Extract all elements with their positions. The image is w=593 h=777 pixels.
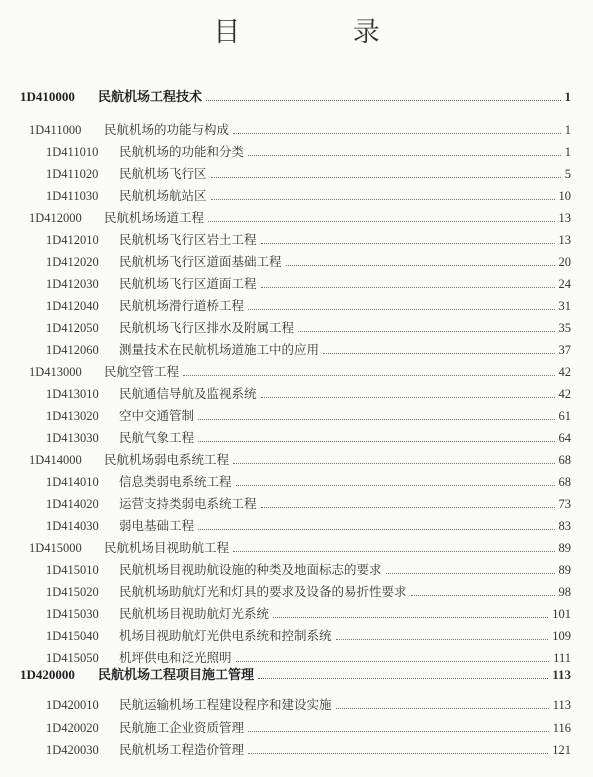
toc-entry[interactable] bbox=[46, 470, 571, 490]
toc-entry-page-number: 42 bbox=[558, 387, 571, 401]
toc-entry-page-number: 68 bbox=[558, 475, 571, 489]
toc-entry-code: 1D414000 bbox=[29, 453, 82, 467]
dot-leader bbox=[323, 353, 554, 354]
toc-entry-code: 1D415040 bbox=[46, 629, 99, 643]
dot-leader bbox=[258, 678, 548, 679]
toc-entry-title: 民航机场工程项目施工管理 bbox=[98, 668, 255, 683]
toc-entry-title: 民航施工企业资质管理 bbox=[119, 720, 245, 735]
dot-leader bbox=[183, 375, 554, 376]
toc-entry-title: 民航机场目视助航设施的种类及地面标志的要求 bbox=[119, 562, 382, 577]
dot-leader bbox=[211, 177, 561, 178]
toc-entry-code: 1D415030 bbox=[46, 607, 99, 621]
dot-leader bbox=[236, 661, 550, 662]
toc-entry-code: 1D415010 bbox=[46, 563, 99, 577]
toc-entry-title: 运营支持类弱电系统工程 bbox=[119, 496, 257, 511]
toc-entry[interactable] bbox=[46, 624, 571, 644]
toc-entry-page-number: 13 bbox=[558, 233, 571, 247]
dot-leader bbox=[233, 551, 554, 552]
toc-entry-code: 1D412030 bbox=[46, 277, 99, 291]
toc-entry-code: 1D413030 bbox=[46, 431, 99, 445]
toc-entry-code: 1D414020 bbox=[46, 497, 99, 511]
dot-leader bbox=[248, 731, 549, 732]
dot-leader bbox=[248, 309, 554, 310]
toc-entry-page-number: 89 bbox=[558, 563, 571, 577]
toc-entry-code: 1D413010 bbox=[46, 387, 99, 401]
toc-entry-code: 1D411000 bbox=[29, 123, 82, 137]
toc-entry-page-number: 20 bbox=[558, 255, 571, 269]
toc-entry-page-number: 61 bbox=[558, 409, 571, 423]
dot-leader bbox=[261, 287, 555, 288]
toc-entry-page-number: 68 bbox=[558, 453, 571, 467]
toc-entry-code: 1D412000 bbox=[29, 211, 82, 225]
page-title: 目 录 bbox=[213, 17, 432, 48]
toc-entry-page-number: 13 bbox=[558, 211, 571, 225]
toc-entry-code: 1D414030 bbox=[46, 519, 99, 533]
dot-leader bbox=[233, 463, 554, 464]
toc-entry-title: 民航机场目视助航工程 bbox=[104, 540, 230, 555]
toc-entry[interactable] bbox=[46, 426, 571, 446]
toc-entry-title: 民航通信导航及监视系统 bbox=[119, 386, 257, 401]
dot-leader bbox=[261, 507, 555, 508]
toc-entry-code: 1D415020 bbox=[46, 585, 99, 599]
toc-entry-title: 测量技术在民航机场道施工中的应用 bbox=[119, 342, 320, 357]
toc-entry-code: 1D420010 bbox=[46, 698, 99, 712]
toc-entry-title: 民航机场工程造价管理 bbox=[119, 742, 245, 757]
toc-entry[interactable] bbox=[29, 448, 571, 468]
toc-entry-title: 空中交通管制 bbox=[119, 408, 195, 423]
dot-leader bbox=[336, 708, 549, 709]
toc-entry-page-number: 113 bbox=[552, 698, 571, 712]
toc-entry-title: 民航空管工程 bbox=[104, 364, 180, 379]
toc-entry-code: 1D412020 bbox=[46, 255, 99, 269]
dot-leader bbox=[208, 221, 554, 222]
toc-entry-title: 民航机场工程技术 bbox=[98, 90, 203, 105]
toc-entry-page-number: 37 bbox=[558, 343, 571, 357]
toc-entry[interactable] bbox=[46, 250, 571, 270]
toc-entry-page-number: 1 bbox=[564, 145, 571, 159]
toc-entry-page-number: 1 bbox=[564, 123, 571, 137]
toc-entry-title: 机坪供电和泛光照明 bbox=[119, 650, 232, 665]
dot-leader bbox=[248, 155, 561, 156]
toc-entry-title: 弱电基础工程 bbox=[119, 518, 195, 533]
toc-entry[interactable] bbox=[46, 272, 571, 292]
toc-entry-code: 1D412010 bbox=[46, 233, 99, 247]
toc-entry[interactable] bbox=[46, 140, 571, 160]
dot-leader bbox=[286, 265, 555, 266]
toc-entry[interactable] bbox=[29, 118, 571, 138]
toc-entry[interactable] bbox=[46, 162, 571, 182]
dot-leader bbox=[211, 199, 555, 200]
toc-entry-code: 1D414010 bbox=[46, 475, 99, 489]
toc-entry-title: 民航运输机场工程建设程序和建设实施 bbox=[119, 697, 332, 712]
toc-entry-page-number: 35 bbox=[558, 321, 571, 335]
toc-entry-page-number: 111 bbox=[553, 651, 571, 665]
dot-leader bbox=[236, 485, 555, 486]
toc-entry-code: 1D413020 bbox=[46, 409, 99, 423]
dot-leader bbox=[198, 529, 554, 530]
toc-entry-page-number: 113 bbox=[552, 667, 571, 682]
toc-entry[interactable] bbox=[46, 492, 571, 512]
dot-leader bbox=[248, 753, 548, 754]
toc-entry-page-number: 101 bbox=[552, 607, 571, 621]
toc-entry-code: 1D420030 bbox=[46, 743, 99, 757]
dot-leader bbox=[261, 397, 555, 398]
toc-entry-code: 1D412060 bbox=[46, 343, 99, 357]
toc-entry-page-number: 31 bbox=[558, 299, 571, 313]
toc-entry-title: 民航机场飞行区 bbox=[119, 166, 207, 181]
toc-entry[interactable] bbox=[46, 558, 571, 578]
dot-leader bbox=[298, 331, 554, 332]
toc-entry-page-number: 89 bbox=[558, 541, 571, 555]
toc-entry-page-number: 10 bbox=[558, 189, 571, 203]
toc-entry-code: 1D412050 bbox=[46, 321, 99, 335]
toc-entry-page-number: 73 bbox=[558, 497, 571, 511]
dot-leader bbox=[411, 595, 555, 596]
toc-entry-code: 1D413000 bbox=[29, 365, 82, 379]
toc-entry[interactable] bbox=[46, 382, 571, 402]
toc-entry[interactable] bbox=[46, 580, 571, 600]
toc-entry[interactable] bbox=[29, 206, 571, 226]
dot-leader bbox=[386, 573, 555, 574]
toc-entry-page-number: 5 bbox=[564, 167, 571, 181]
toc-entry-title: 民航机场的功能和分类 bbox=[119, 144, 245, 159]
toc-entry-code: 1D420020 bbox=[46, 721, 99, 735]
toc-entry-title: 民航机场飞行区道面工程 bbox=[119, 276, 257, 291]
dot-leader bbox=[336, 639, 549, 640]
toc-entry-page-number: 64 bbox=[558, 431, 571, 445]
toc-entry-title: 民航机场航站区 bbox=[119, 188, 207, 203]
toc-entry-title: 信息类弱电系统工程 bbox=[119, 474, 232, 489]
toc-entry-title: 民航机场飞行区岩土工程 bbox=[119, 232, 257, 247]
toc-entry-code: 1D420000 bbox=[20, 667, 75, 682]
toc-entry-code: 1D415050 bbox=[46, 651, 99, 665]
toc-entry-page-number: 109 bbox=[552, 629, 571, 643]
toc-entry-title: 民航机场滑行道桥工程 bbox=[119, 298, 245, 313]
toc-entry[interactable] bbox=[46, 514, 571, 534]
toc-entry-page-number: 1 bbox=[564, 89, 571, 104]
toc-entry-page-number: 98 bbox=[558, 585, 571, 599]
toc-entry-code: 1D411020 bbox=[46, 167, 99, 181]
toc-entry-code: 1D411030 bbox=[46, 189, 99, 203]
toc-entry-page-number: 24 bbox=[558, 277, 571, 291]
toc-entry-title: 民航机场飞行区排水及附属工程 bbox=[119, 320, 295, 335]
toc-entry-title: 民航气象工程 bbox=[119, 430, 195, 445]
toc-entry[interactable] bbox=[29, 536, 571, 556]
toc-entry[interactable] bbox=[46, 294, 571, 314]
dot-leader bbox=[198, 441, 554, 442]
toc-entry-page-number: 42 bbox=[558, 365, 571, 379]
dot-leader bbox=[273, 617, 548, 618]
toc-entry-title: 民航机场助航灯光和灯具的要求及设备的易折性要求 bbox=[119, 584, 407, 599]
toc-entry[interactable] bbox=[46, 184, 571, 204]
toc-entry-page-number: 121 bbox=[552, 743, 571, 757]
toc-entry[interactable] bbox=[46, 602, 571, 622]
toc-entry-title: 民航机场的功能与构成 bbox=[104, 122, 230, 137]
toc-entry-code: 1D410000 bbox=[20, 89, 75, 104]
toc-entry[interactable] bbox=[46, 338, 571, 358]
toc-entry[interactable] bbox=[46, 404, 571, 424]
toc-entry-code: 1D415000 bbox=[29, 541, 82, 555]
toc-entry-code: 1D412040 bbox=[46, 299, 99, 313]
dot-leader bbox=[233, 133, 561, 134]
toc-entry[interactable] bbox=[46, 738, 571, 758]
toc-entry[interactable] bbox=[20, 663, 571, 683]
dot-leader bbox=[198, 419, 554, 420]
toc-entry-title: 民航机场弱电系统工程 bbox=[104, 452, 230, 467]
dot-leader bbox=[261, 243, 555, 244]
toc-entry-title: 民航机场场道工程 bbox=[104, 210, 205, 225]
toc-entry[interactable] bbox=[29, 360, 571, 380]
toc-entry-page-number: 83 bbox=[558, 519, 571, 533]
toc-entry[interactable] bbox=[46, 228, 571, 248]
dot-leader bbox=[206, 100, 560, 101]
toc-entry[interactable] bbox=[46, 316, 571, 336]
toc-entry[interactable] bbox=[46, 693, 571, 713]
toc-entry-title: 机场目视助航灯光供电系统和控制系统 bbox=[119, 628, 332, 643]
toc-entry-title: 民航机场目视助航灯光系统 bbox=[119, 606, 270, 621]
toc-entry[interactable] bbox=[46, 716, 571, 736]
toc-entry-code: 1D411010 bbox=[46, 145, 99, 159]
toc-entry[interactable] bbox=[20, 85, 571, 105]
toc-entry-title: 民航机场飞行区道面基础工程 bbox=[119, 254, 282, 269]
toc-entry-page-number: 116 bbox=[552, 721, 571, 735]
